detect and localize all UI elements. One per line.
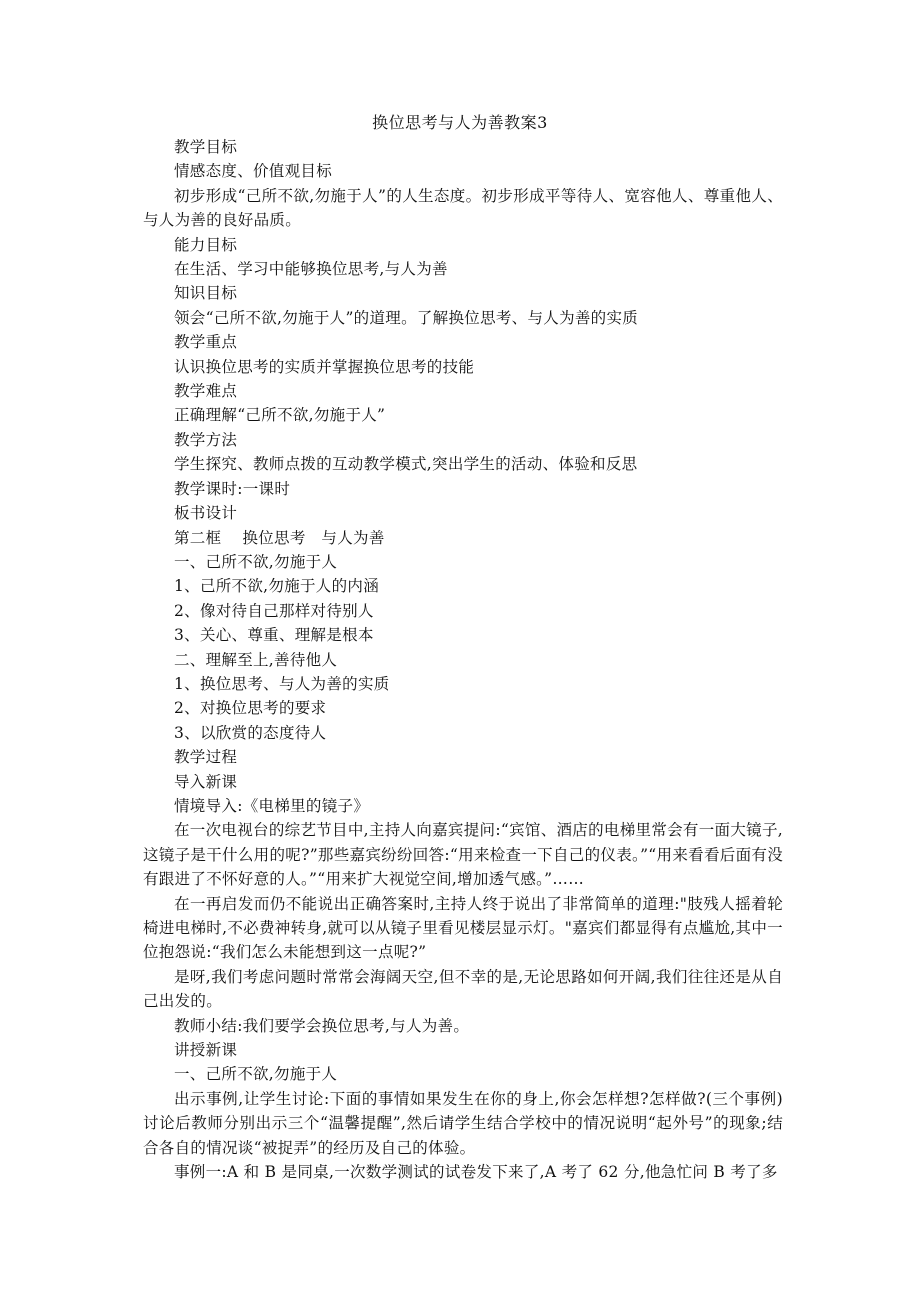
paragraph: 学生探究、教师点拨的互动教学模式,突出学生的活动、体验和反思: [174, 455, 638, 474]
document-body: [143, 135, 783, 1184]
board-title: 第二框 换位思考 与人为善: [174, 528, 385, 547]
outline-item: 一、己所不欲,勿施于人: [174, 1065, 338, 1084]
outline-item: 3、关心、尊重、理解是根本: [174, 626, 374, 645]
paragraph: 认识换位思考的实质并掌握换位思考的技能: [174, 357, 475, 376]
paragraph: 正确理解“己所不欲,勿施于人”: [174, 406, 386, 425]
outline-item: 3、以欣赏的态度待人: [174, 723, 327, 742]
heading-teaching-process: 教学过程: [174, 748, 238, 767]
paragraph: 是呀,我们考虑问题时常常会海阔天空,但不幸的是,无论思路如何开阔,我们往往还是从自己出发的。: [143, 967, 783, 1011]
outline-item: 1、换位思考、与人为善的实质: [174, 674, 390, 693]
outline-item: 2、对换位思考的要求: [174, 699, 327, 718]
paragraph: 在一再启发而仍不能说出正确答案时,主持人终于说出了非常简单的道理:"肢残人摇着轮椅进电梯时,不必费神转身,就可以从镜子里看见楼层显示灯。"嘉宾们都显得有点尴尬,其中一位抱怨说:“我们怎么未能想到这一点呢?”: [143, 894, 783, 962]
document-title: 换位思考与人为善教案3: [372, 113, 548, 132]
heading-ability-goals: 能力目标: [174, 235, 238, 254]
paragraph: 领会“己所不欲,勿施于人”的道理。了解换位思考、与人为善的实质: [174, 308, 639, 327]
paragraph: 教学课时:一课时: [174, 479, 291, 498]
heading-emotion-goals: 情感态度、价值观目标: [174, 162, 333, 181]
heading-knowledge-goals: 知识目标: [174, 284, 238, 303]
paragraph: 事例一:A 和 B 是同桌,一次数学测试的试卷发下来了,A 考了 62 分,他急忙问 B 考了多: [174, 1163, 778, 1182]
heading-new-lesson: 讲授新课: [174, 1041, 238, 1060]
paragraph: 在生活、学习中能够换位思考,与人为善: [174, 260, 448, 279]
heading-intro: 导入新课: [174, 772, 238, 791]
outline-item: 一、己所不欲,勿施于人: [174, 552, 338, 571]
paragraph: 情境导入:《电梯里的镜子》: [174, 796, 370, 815]
heading-board-design: 板书设计: [174, 504, 238, 523]
heading-key-points: 教学重点: [174, 333, 238, 352]
paragraph: 初步形成“己所不欲,勿施于人”的人生态度。初步形成平等待人、宽容他人、尊重他人、与人为善的良好品质。: [143, 186, 783, 230]
paragraph: 出示事例,让学生讨论:下面的事情如果发生在你的身上,你会怎样想?怎样做?(三个事例)讨论后教师分别出示三个“温馨提醒”,然后请学生结合学校中的情况说明“起外号”的现象;结合各自的情况谈“被捉弄”的经历及自己的体验。: [143, 1089, 783, 1157]
heading-methods: 教学方法: [174, 430, 238, 449]
paragraph: 教师小结:我们要学会换位思考,与人为善。: [174, 1016, 470, 1035]
heading-teaching-goals: 教学目标: [174, 138, 238, 156]
outline-item: 2、像对待自己那样对待别人: [174, 601, 374, 620]
outline-item: 二、理解至上,善待他人: [174, 650, 338, 669]
outline-item: 1、己所不欲,勿施于人的内涵: [174, 577, 379, 596]
paragraph: 在一次电视台的综艺节目中,主持人向嘉宾提问:“宾馆、酒店的电梯里常会有一面大镜子,这镜子是干什么用的呢?”那些嘉宾纷纷回答:“用来检查一下自己的仪表。”“用来看看后面有没有跟进了不怀好意的人。”“用来扩大视觉空间,增加透气感。”……: [143, 821, 783, 889]
heading-difficulties: 教学难点: [174, 382, 238, 401]
